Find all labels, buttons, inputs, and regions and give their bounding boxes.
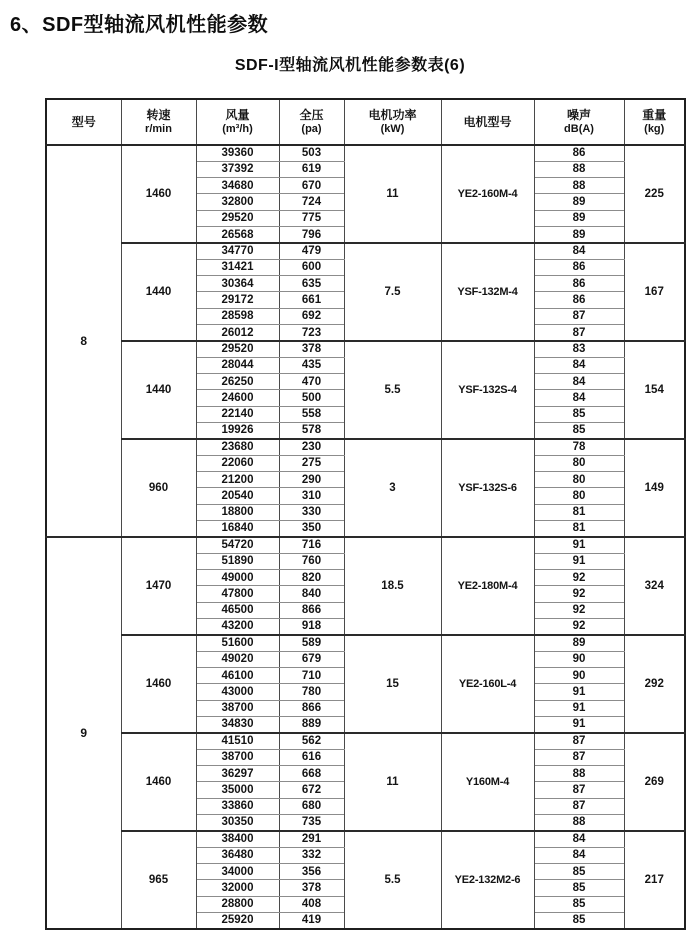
noise-cell: 80 — [534, 488, 624, 504]
airflow-cell: 26568 — [196, 227, 279, 243]
noise-cell: 80 — [534, 455, 624, 471]
noise-cell: 92 — [534, 602, 624, 618]
power-cell: 15 — [344, 635, 441, 733]
noise-cell: 90 — [534, 668, 624, 684]
airflow-cell: 28044 — [196, 357, 279, 373]
airflow-cell: 36297 — [196, 765, 279, 781]
pressure-cell: 230 — [279, 439, 344, 455]
pressure-cell: 679 — [279, 651, 344, 667]
header-noise-unit: dB(A) — [564, 122, 594, 135]
noise-cell: 88 — [534, 765, 624, 781]
airflow-cell: 51890 — [196, 553, 279, 569]
noise-cell: 89 — [534, 635, 624, 651]
pressure-cell: 918 — [279, 619, 344, 635]
airflow-cell: 34770 — [196, 243, 279, 259]
noise-cell: 88 — [534, 178, 624, 194]
airflow-cell: 21200 — [196, 472, 279, 488]
noise-cell: 92 — [534, 570, 624, 586]
pressure-cell: 724 — [279, 194, 344, 210]
noise-cell: 85 — [534, 423, 624, 439]
pressure-cell: 310 — [279, 488, 344, 504]
noise-cell: 87 — [534, 798, 624, 814]
table-row — [46, 341, 685, 357]
pressure-cell: 419 — [279, 912, 344, 929]
pressure-cell: 820 — [279, 570, 344, 586]
airflow-cell: 46500 — [196, 602, 279, 618]
pressure-cell: 661 — [279, 292, 344, 308]
airflow-cell: 37392 — [196, 161, 279, 177]
rpm-cell: 1460 — [121, 145, 196, 243]
pressure-cell: 760 — [279, 553, 344, 569]
noise-cell: 92 — [534, 619, 624, 635]
airflow-cell: 25920 — [196, 912, 279, 929]
header-power-label: 电机功率 — [368, 107, 417, 122]
airflow-cell: 30364 — [196, 276, 279, 292]
header-speed-label: 转速 — [146, 107, 171, 122]
motor-cell: YE2-132M2-6 — [441, 831, 534, 929]
noise-cell: 91 — [534, 553, 624, 569]
noise-cell: 89 — [534, 227, 624, 243]
noise-cell: 87 — [534, 749, 624, 765]
noise-cell: 92 — [534, 586, 624, 602]
noise-cell: 81 — [534, 521, 624, 537]
motor-cell: YE2-160M-4 — [441, 145, 534, 243]
pressure-cell: 578 — [279, 423, 344, 439]
noise-cell: 86 — [534, 292, 624, 308]
noise-cell: 87 — [534, 325, 624, 341]
airflow-cell: 46100 — [196, 668, 279, 684]
model-cell: 9 — [46, 537, 121, 929]
noise-cell: 91 — [534, 700, 624, 716]
header-pressure-label: 全压 — [299, 107, 324, 122]
noise-cell: 85 — [534, 863, 624, 879]
pressure-cell: 680 — [279, 798, 344, 814]
rpm-cell: 1440 — [121, 341, 196, 439]
pressure-cell: 435 — [279, 357, 344, 373]
airflow-cell: 32800 — [196, 194, 279, 210]
noise-cell: 78 — [534, 439, 624, 455]
rpm-cell: 1440 — [121, 243, 196, 341]
noise-cell: 87 — [534, 733, 624, 749]
rpm-cell: 1460 — [121, 635, 196, 733]
pressure-cell: 775 — [279, 210, 344, 226]
noise-cell: 86 — [534, 276, 624, 292]
pressure-cell: 780 — [279, 684, 344, 700]
motor-cell: Y160M-4 — [441, 733, 534, 831]
airflow-cell: 19926 — [196, 423, 279, 439]
pressure-cell: 503 — [279, 145, 344, 161]
noise-cell: 89 — [534, 210, 624, 226]
table-row — [46, 439, 685, 455]
header-model-label: 型号 — [71, 114, 96, 129]
noise-cell: 85 — [534, 896, 624, 912]
header-row — [46, 99, 685, 145]
fan-table-body — [46, 145, 685, 929]
airflow-cell: 51600 — [196, 635, 279, 651]
airflow-cell: 34680 — [196, 178, 279, 194]
pressure-cell: 710 — [279, 668, 344, 684]
airflow-cell: 23680 — [196, 439, 279, 455]
airflow-cell: 26250 — [196, 374, 279, 390]
table-row — [46, 537, 685, 553]
airflow-cell: 20540 — [196, 488, 279, 504]
table-title: SDF-I型轴流风机性能参数表(6) — [234, 57, 466, 74]
airflow-cell: 49000 — [196, 570, 279, 586]
fan-performance-table — [45, 98, 686, 930]
airflow-cell: 24600 — [196, 390, 279, 406]
airflow-cell: 54720 — [196, 537, 279, 553]
pressure-cell: 356 — [279, 863, 344, 879]
header-airflow-label: 风量 — [225, 107, 250, 122]
noise-cell: 81 — [534, 504, 624, 520]
airflow-cell: 33860 — [196, 798, 279, 814]
motor-cell: YSF-132S-4 — [441, 341, 534, 439]
pressure-cell: 672 — [279, 782, 344, 798]
pressure-cell: 350 — [279, 521, 344, 537]
table-row — [46, 243, 685, 259]
pressure-cell: 378 — [279, 341, 344, 357]
pressure-cell: 635 — [279, 276, 344, 292]
airflow-cell: 22140 — [196, 406, 279, 422]
power-cell: 7.5 — [344, 243, 441, 341]
pressure-cell: 735 — [279, 814, 344, 830]
header-motor-label: 电机型号 — [463, 114, 512, 129]
rpm-cell: 1460 — [121, 733, 196, 831]
motor-cell: YE2-160L-4 — [441, 635, 534, 733]
power-cell: 5.5 — [344, 831, 441, 929]
airflow-cell: 32000 — [196, 880, 279, 896]
noise-cell: 83 — [534, 341, 624, 357]
pressure-cell: 600 — [279, 259, 344, 275]
pressure-cell: 562 — [279, 733, 344, 749]
airflow-cell: 29172 — [196, 292, 279, 308]
pressure-cell: 378 — [279, 880, 344, 896]
noise-cell: 85 — [534, 880, 624, 896]
noise-cell: 90 — [534, 651, 624, 667]
pressure-cell: 290 — [279, 472, 344, 488]
rpm-cell: 965 — [121, 831, 196, 929]
power-cell: 3 — [344, 439, 441, 537]
airflow-cell: 36480 — [196, 847, 279, 863]
pressure-cell: 479 — [279, 243, 344, 259]
header-noise — [534, 99, 624, 145]
airflow-cell: 43000 — [196, 684, 279, 700]
pressure-cell: 723 — [279, 325, 344, 341]
airflow-cell: 22060 — [196, 455, 279, 471]
header-model — [46, 99, 121, 145]
header-weight — [624, 99, 685, 145]
weight-cell: 324 — [624, 537, 685, 635]
header-weight-label: 重量 — [642, 107, 667, 122]
noise-cell: 84 — [534, 390, 624, 406]
airflow-cell: 47800 — [196, 586, 279, 602]
airflow-cell: 49020 — [196, 651, 279, 667]
pressure-cell: 716 — [279, 537, 344, 553]
header-speed-unit: r/min — [145, 122, 172, 135]
header-airflow — [196, 99, 279, 145]
noise-cell: 86 — [534, 259, 624, 275]
airflow-cell: 29520 — [196, 210, 279, 226]
airflow-cell: 43200 — [196, 619, 279, 635]
header-speed — [121, 99, 196, 145]
model-cell: 8 — [46, 145, 121, 537]
power-cell: 11 — [344, 733, 441, 831]
weight-cell: 225 — [624, 145, 685, 243]
airflow-cell: 30350 — [196, 814, 279, 830]
airflow-cell: 34830 — [196, 716, 279, 732]
pressure-cell: 692 — [279, 308, 344, 324]
noise-cell: 84 — [534, 243, 624, 259]
motor-cell: YSF-132S-6 — [441, 439, 534, 537]
table-row — [46, 733, 685, 749]
power-cell: 5.5 — [344, 341, 441, 439]
header-pressure — [279, 99, 344, 145]
pressure-cell: 558 — [279, 406, 344, 422]
noise-cell: 89 — [534, 194, 624, 210]
weight-cell: 269 — [624, 733, 685, 831]
airflow-cell: 16840 — [196, 521, 279, 537]
pressure-cell: 332 — [279, 847, 344, 863]
noise-cell: 87 — [534, 308, 624, 324]
airflow-cell: 41510 — [196, 733, 279, 749]
table-row — [46, 145, 685, 161]
weight-cell: 154 — [624, 341, 685, 439]
pressure-cell: 275 — [279, 455, 344, 471]
pressure-cell: 670 — [279, 178, 344, 194]
noise-cell: 85 — [534, 406, 624, 422]
rpm-cell: 960 — [121, 439, 196, 537]
table-row — [46, 831, 685, 847]
noise-cell: 91 — [534, 684, 624, 700]
pressure-cell: 589 — [279, 635, 344, 651]
header-pressure-unit: (pa) — [301, 122, 322, 135]
pressure-cell: 470 — [279, 374, 344, 390]
motor-cell: YSF-132M-4 — [441, 243, 534, 341]
noise-cell: 86 — [534, 145, 624, 161]
power-cell: 18.5 — [344, 537, 441, 635]
pressure-cell: 668 — [279, 765, 344, 781]
airflow-cell: 26012 — [196, 325, 279, 341]
noise-cell: 87 — [534, 782, 624, 798]
pressure-cell: 330 — [279, 504, 344, 520]
airflow-cell: 28800 — [196, 896, 279, 912]
pressure-cell: 616 — [279, 749, 344, 765]
pressure-cell: 866 — [279, 602, 344, 618]
noise-cell: 84 — [534, 847, 624, 863]
motor-cell: YE2-180M-4 — [441, 537, 534, 635]
airflow-cell: 29520 — [196, 341, 279, 357]
table-row — [46, 635, 685, 651]
weight-cell: 217 — [624, 831, 685, 929]
header-power — [344, 99, 441, 145]
noise-cell: 85 — [534, 912, 624, 929]
rpm-cell: 1470 — [121, 537, 196, 635]
power-cell: 11 — [344, 145, 441, 243]
airflow-cell: 18800 — [196, 504, 279, 520]
pressure-cell: 866 — [279, 700, 344, 716]
weight-cell: 149 — [624, 439, 685, 537]
noise-cell: 84 — [534, 374, 624, 390]
header-power-unit: (kW) — [380, 122, 405, 135]
header-motor — [441, 99, 534, 145]
pressure-cell: 291 — [279, 831, 344, 847]
pressure-cell: 889 — [279, 716, 344, 732]
pressure-cell: 408 — [279, 896, 344, 912]
pressure-cell: 500 — [279, 390, 344, 406]
noise-cell: 80 — [534, 472, 624, 488]
airflow-cell: 38700 — [196, 749, 279, 765]
header-noise-label: 噪声 — [566, 107, 591, 122]
page-title: 6、SDF型轴流风机性能参数 — [10, 14, 269, 36]
header-airflow-unit: (m³/h) — [222, 122, 253, 135]
noise-cell: 91 — [534, 716, 624, 732]
airflow-cell: 34000 — [196, 863, 279, 879]
airflow-cell: 38400 — [196, 831, 279, 847]
airflow-cell: 28598 — [196, 308, 279, 324]
noise-cell: 84 — [534, 357, 624, 373]
noise-cell: 84 — [534, 831, 624, 847]
airflow-cell: 39360 — [196, 145, 279, 161]
pressure-cell: 796 — [279, 227, 344, 243]
pressure-cell: 840 — [279, 586, 344, 602]
weight-cell: 167 — [624, 243, 685, 341]
airflow-cell: 31421 — [196, 259, 279, 275]
pressure-cell: 619 — [279, 161, 344, 177]
header-weight-unit: (kg) — [644, 122, 665, 135]
airflow-cell: 35000 — [196, 782, 279, 798]
noise-cell: 88 — [534, 161, 624, 177]
noise-cell: 88 — [534, 814, 624, 830]
noise-cell: 91 — [534, 537, 624, 553]
table-header — [46, 99, 685, 145]
weight-cell: 292 — [624, 635, 685, 733]
airflow-cell: 38700 — [196, 700, 279, 716]
